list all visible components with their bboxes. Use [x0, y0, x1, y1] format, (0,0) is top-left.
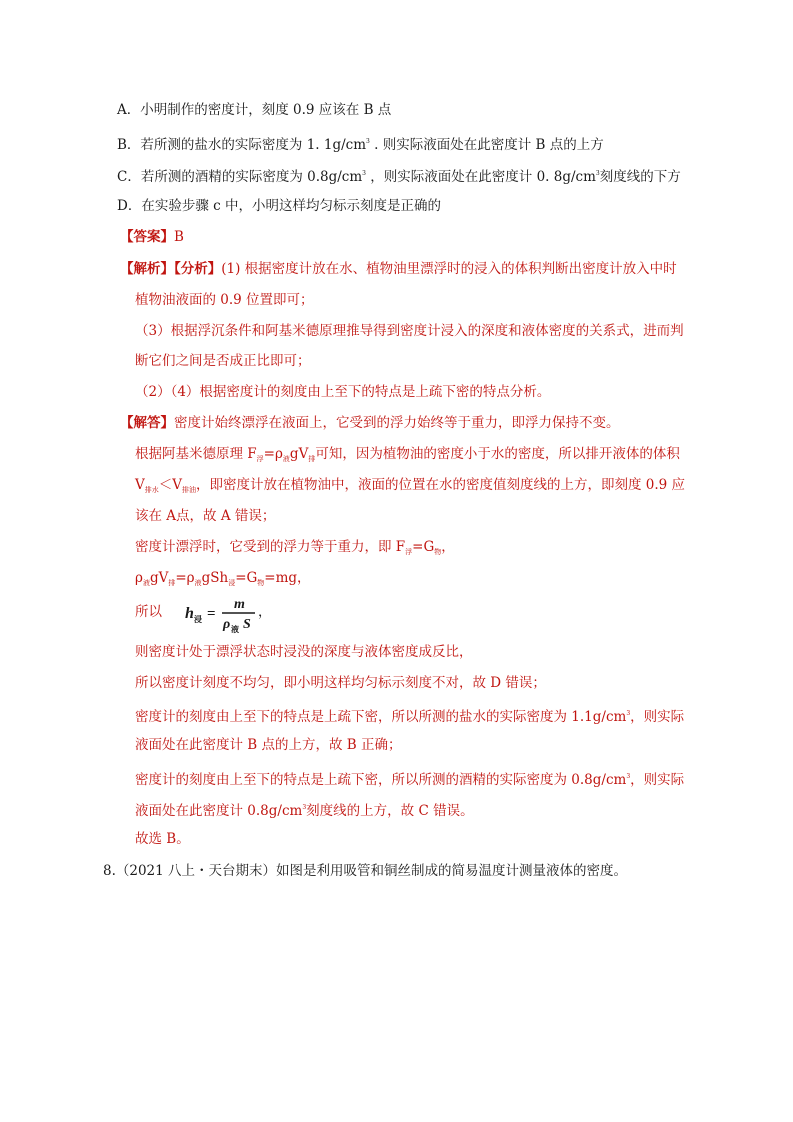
analysis-line-2: 植物油液面的 0.9 位置即可； [135, 292, 314, 308]
question-8: 8.（2021 八上・天台期末）如图是利用吸管和铜丝制成的简易温度计测量液体的密度。 [103, 863, 628, 879]
analysis-line-5: （2）（4）根据密度计的刻度由上至下的特点是上疏下密的特点分析。 [135, 384, 551, 400]
analysis-line-1: 【解析】【分析】(1) 根据密度计放在水、植物油里漂浮时的浸入的体积判断出密度计放入中时 [120, 261, 677, 277]
solution-label: 【解答】 [120, 415, 174, 431]
solution-line-11: 液面处在此密度计 B 点的上方，故 B 正确； [135, 737, 402, 753]
solution-line-7-label: 所以 [135, 604, 162, 620]
option-d: D．在实验步骤 c 中，小明这样均匀标示刻度是正确的 [117, 198, 441, 214]
formula-tail: ， [258, 604, 272, 620]
solution-line-1: 【解答】密度计始终漂浮在液面上，它受到的浮力始终等于重力，即浮力保持不变。 [120, 415, 620, 431]
solution-line-5: 密度计漂浮时，它受到的浮力等于重力，即 $F_浮=G_物$， [135, 539, 455, 556]
formula-rho-sub: 液 [231, 624, 239, 634]
solution-line-2: 根据阿基米德原理 $F_浮=\rho_液gV_排$可知，因为植物油的密度小于水的密度，所以排开液体的体积 [135, 446, 680, 463]
solution-line-13: 液面处在此密度计 $0.8g/cm^3$刻度线的上方，故 C 错误。 [135, 803, 474, 819]
solution-line-4: 该在 A点，故 A 错误； [135, 508, 276, 524]
formula-s: S [243, 617, 251, 632]
solution-line-10: 密度计的刻度由上至下的特点是上疏下密，所以所测的盐水的实际密度为 $1.1g/cm^3$，则实际 [135, 709, 685, 725]
formula-h: h [185, 605, 194, 622]
solution-conclusion: 故选 B。 [135, 831, 190, 847]
option-b: B．若所测的盐水的实际密度为 1. $1g/cm^3$ . 则实际液面处在此密度计 B 点的上方 [117, 137, 604, 153]
formula-rho: ρ [223, 617, 231, 632]
option-c: C．若所测的酒精的实际密度为 $0.8g/cm^3$ ，则实际液面处在此密度计 0. $8g/cm^3$刻度线的下方 [117, 169, 681, 185]
formula-equals: = [207, 606, 216, 622]
solution-line-8: 则密度计处于漂浮状态时浸没的深度与液体密度成反比， [135, 644, 473, 660]
formula-numerator: m [234, 597, 245, 612]
solution-line-3: $V_{排水}<V_{排油}$，即密度计放在植物油中，液面的位置在水的密度值刻度线的上方，即刻度 0.9 应 [135, 477, 686, 494]
answer-value: B [174, 229, 184, 245]
solution-line-12: 密度计的刻度由上至下的特点是上疏下密，所以所测的酒精的实际密度为 $0.8g/cm^3$，则实际 [135, 772, 685, 788]
analysis-line-3: （3）根据浮沉条件和阿基米德原理推导得到密度计浸入的深度和液体密度的关系式，进而判 [135, 323, 684, 339]
answer-label: 【答案】 [120, 229, 174, 245]
solution-line-6: $\rho_液gV_排=\rho_液gSh_浸=G_物=mg$， [135, 570, 311, 587]
analysis-line-4: 断它们之间是否成正比即可； [135, 353, 311, 369]
formula-h-sub: 浸 [194, 614, 202, 624]
answer-line [120, 228, 184, 246]
option-a: A．小明制作的密度计，刻度 0.9 应该在 B 点 [117, 102, 392, 118]
solution-line-9: 所以密度计刻度不均匀，即小明这样均匀标示刻度不对，故 D 错误； [135, 675, 546, 691]
